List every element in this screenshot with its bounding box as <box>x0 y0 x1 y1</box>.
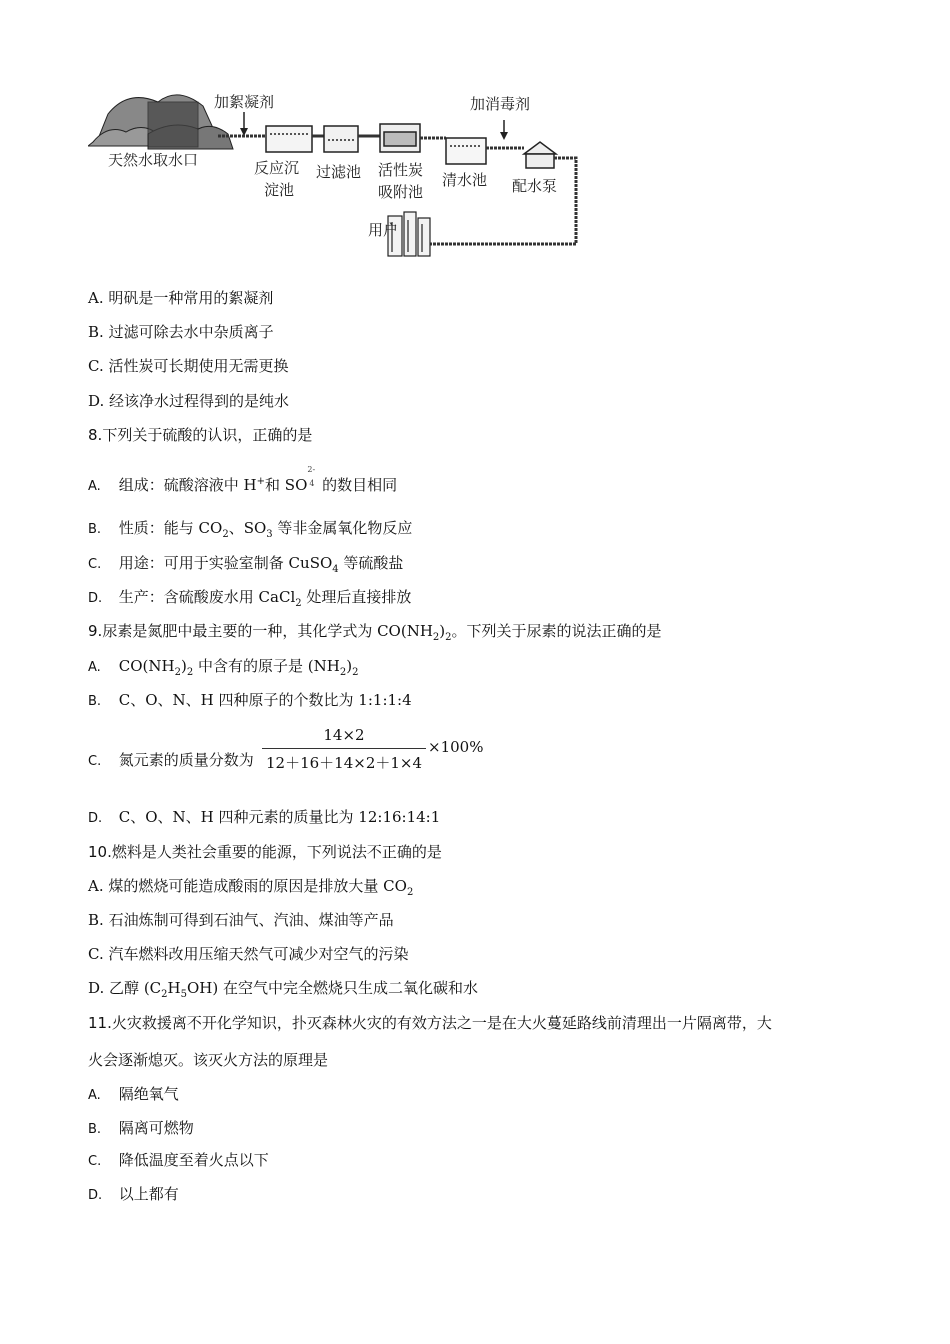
clean-tank-icon <box>446 138 486 164</box>
q8-option-d[interactable] <box>88 587 411 614</box>
q8-stem <box>88 425 312 445</box>
option-text: 生产：含硫酸废水用 CaCl <box>118 588 296 606</box>
subscript: 2 <box>352 667 359 678</box>
q10-option-d[interactable] <box>88 978 478 1005</box>
q8-option-b[interactable] <box>88 518 412 545</box>
question-text: 燃料是人类社会重要的能源，下列说法不正确的是 <box>111 843 442 861</box>
q9-stem <box>88 621 662 648</box>
option-label: C. <box>88 357 104 375</box>
option-text: 性质：能与 CO <box>118 519 223 537</box>
option-label: D. <box>88 392 105 410</box>
option-text: ) <box>346 657 353 675</box>
option-label: D. <box>88 979 105 997</box>
option-text: C、O、N、H 四种元素的质量比为 12:16:14:1 <box>118 808 441 826</box>
mountain-icon <box>88 95 233 149</box>
q9-option-c[interactable] <box>88 750 254 772</box>
fraction-numerator: 14×2 <box>323 726 365 744</box>
question-number: 11. <box>88 1014 112 1032</box>
label-pump: 配水泵 <box>512 177 558 195</box>
carbon-tank-icon <box>380 124 420 152</box>
option-text: 过滤可除去水中杂质离子 <box>108 323 274 341</box>
question-text: 尿素是氮肥中最主要的一种，其化学式为 CO(NH <box>102 622 433 640</box>
percent-multiplier: ×100% <box>428 738 484 756</box>
option-text: OH) 在空气中完全燃烧只生成二氧化碳和水 <box>187 979 479 997</box>
subscript: 2 <box>161 989 168 1000</box>
subscript: 2 <box>174 667 181 678</box>
option-text: 氮元素的质量分数为 <box>118 751 254 769</box>
label-filter: 过滤池 <box>316 163 362 181</box>
option-text: 组成：硫酸溶液中 H <box>118 476 257 494</box>
option-text: 活性炭可长期使用无需更换 <box>108 357 289 375</box>
option-text: 明矾是一种常用的絮凝剂 <box>108 289 274 307</box>
option-label: D. <box>88 1188 103 1203</box>
option-label: C. <box>88 1154 102 1169</box>
q7-option-c[interactable] <box>88 356 289 376</box>
option-text: 降低温度至着火点以下 <box>118 1151 269 1169</box>
option-label: C. <box>88 945 104 963</box>
q11-stem-line2: 火会逐渐熄灭。该灭火方法的原理是 <box>88 1051 329 1069</box>
question-text: 。下列关于尿素的说法正确的是 <box>451 622 662 640</box>
option-label: D. <box>88 591 103 606</box>
option-label: C. <box>88 557 102 572</box>
water-purification-diagram <box>88 84 588 268</box>
q7-option-b[interactable] <box>88 322 274 342</box>
option-text: 等非金属氧化物反应 <box>272 519 413 537</box>
option-text: 用途：可用于实验室制备 CuSO <box>118 554 333 572</box>
filter-tank-icon <box>324 126 358 152</box>
q9-option-b[interactable] <box>88 690 412 712</box>
option-label: A. <box>88 479 101 494</box>
option-text: 煤的燃烧可能造成酸雨的原因是排放大量 CO <box>108 877 407 895</box>
label-carbon-2: 吸附池 <box>378 183 424 201</box>
option-text: H <box>167 979 181 997</box>
q9-option-a[interactable] <box>88 656 358 683</box>
option-text: 乙醇 (C <box>109 979 162 997</box>
label-sediment-2: 淀池 <box>264 181 295 199</box>
label-sediment-1: 反应沉 <box>254 159 300 177</box>
q11-option-a[interactable] <box>88 1084 179 1106</box>
q10-stem <box>88 842 442 862</box>
option-text: 隔离可燃物 <box>118 1119 194 1137</box>
option-label: A. <box>88 1088 101 1103</box>
question-number: 9. <box>88 622 103 640</box>
subscript: 2 <box>432 632 440 643</box>
sediment-tank-icon <box>266 126 312 152</box>
subscript: 2 <box>445 632 452 643</box>
ion-subscript: 4 <box>309 479 315 488</box>
option-label: A. <box>88 660 101 675</box>
question-text: 火灾救援离不开化学知识，扑灭森林火灾的有效方法之一是在大火蔓延路线前清理出一片隔离带，大 <box>111 1014 772 1032</box>
label-user: 用户 <box>368 221 399 239</box>
label-carbon-1: 活性炭 <box>378 161 424 179</box>
option-text: 处理后直接排放 <box>301 588 412 606</box>
option-label: B. <box>88 911 104 929</box>
option-label: A. <box>88 289 104 307</box>
label-flocculant: 加絮凝剂 <box>214 93 275 111</box>
subscript: 2 <box>295 598 302 609</box>
option-label: B. <box>88 694 102 709</box>
q11-stem-line1 <box>88 1013 772 1033</box>
q10-option-b[interactable] <box>88 910 394 930</box>
question-text: ) <box>439 622 446 640</box>
option-text: 经该净水过程得到的是纯水 <box>109 392 290 410</box>
question-number: 8. <box>88 426 103 444</box>
subscript: 2 <box>406 887 414 898</box>
pump-house-icon <box>524 142 556 168</box>
option-text: 隔绝氧气 <box>118 1085 179 1103</box>
option-text: CO(NH <box>118 657 175 675</box>
option-label: A. <box>88 877 104 895</box>
option-text: 汽车燃料改用压缩天然气可减少对空气的污染 <box>108 945 409 963</box>
ion-charge: 2- <box>307 465 316 474</box>
superscript: + <box>256 476 266 487</box>
option-text: 等硫酸盐 <box>338 554 404 572</box>
q11-option-c[interactable] <box>88 1150 269 1172</box>
option-text: C、O、N、H 四种原子的个数比为 1:1:1:4 <box>118 691 412 709</box>
option-text: 以上都有 <box>118 1185 179 1203</box>
option-text: 、SO <box>228 519 267 537</box>
option-text: 石油炼制可得到石油气、汽油、煤油等产品 <box>108 911 394 929</box>
label-disinfectant: 加消毒剂 <box>470 95 531 113</box>
q10-option-c[interactable] <box>88 944 409 964</box>
subscript: 5 <box>180 989 187 1000</box>
option-label: B. <box>88 323 104 341</box>
q9-option-d[interactable] <box>88 807 440 829</box>
option-text: 的数目相同 <box>317 476 398 494</box>
subscript: 3 <box>266 529 273 540</box>
question-text: 下列关于硫酸的认识，正确的是 <box>102 426 313 444</box>
option-label: C. <box>88 754 102 769</box>
option-label: B. <box>88 1122 102 1137</box>
question-number: 10. <box>88 843 112 861</box>
option-text: 中含有的原子是 (NH <box>193 657 340 675</box>
label-clean: 清水池 <box>442 171 488 189</box>
subscript: 2 <box>186 667 194 678</box>
option-text: ) <box>181 657 187 675</box>
option-label: D. <box>88 811 103 826</box>
option-label: B. <box>88 522 102 537</box>
q11-option-b[interactable] <box>88 1118 194 1140</box>
subscript: 4 <box>332 564 339 575</box>
fraction-denominator: 12＋16＋14×2＋1×4 <box>265 754 423 772</box>
q7-option-d[interactable] <box>88 391 289 411</box>
q10-option-a[interactable] <box>88 876 413 903</box>
subscript: 2 <box>222 529 229 540</box>
option-text: 和 SO <box>265 476 308 494</box>
subscript: 2 <box>339 667 347 678</box>
q7-option-a[interactable] <box>88 288 273 308</box>
fraction-bar <box>262 748 426 749</box>
label-intake: 天然水取水口 <box>108 151 199 169</box>
q11-option-d[interactable] <box>88 1184 179 1206</box>
q8-option-a[interactable] <box>88 465 398 497</box>
q8-option-c[interactable] <box>88 553 403 580</box>
mass-fraction-formula <box>262 726 426 772</box>
